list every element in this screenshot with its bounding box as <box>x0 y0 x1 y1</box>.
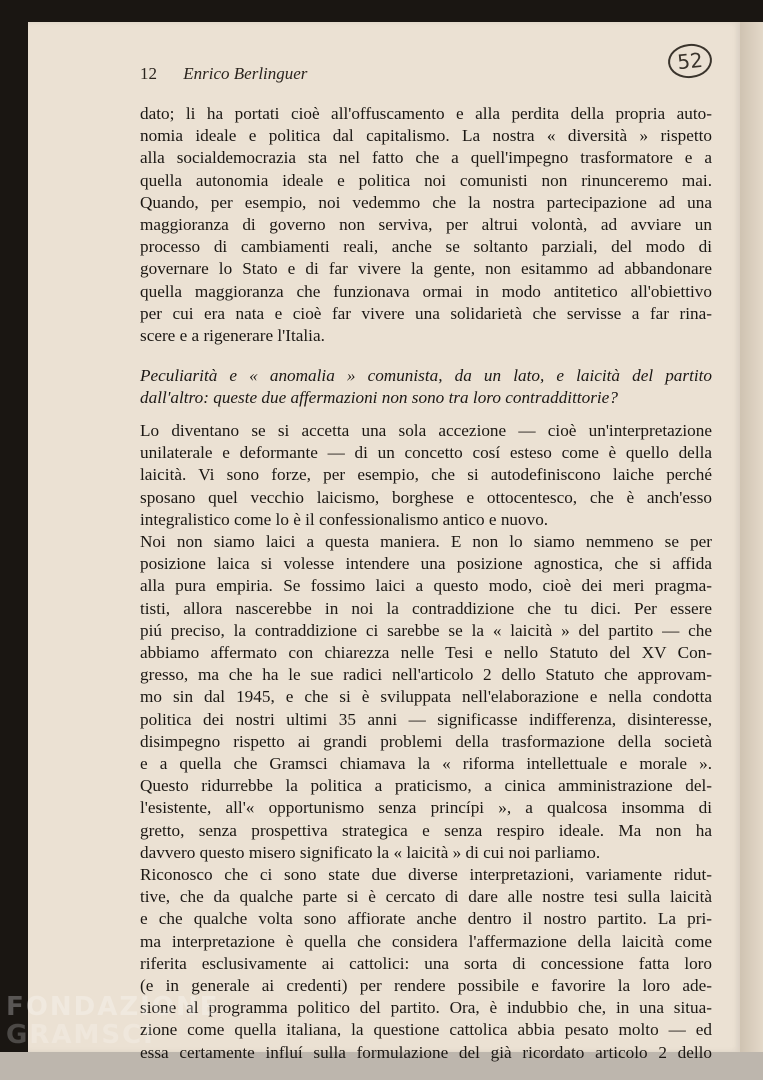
text-line: Quando, per esempio, noi vedemmo che la nostra partecipazione ad una <box>140 192 712 212</box>
text-line: quella maggioranza che funzionava ormai in modo antitetico all'obiettivo <box>140 281 712 301</box>
text-line: tisti, allora nascerebbe in noi la contraddizione che tu dici. Per essere <box>140 598 712 618</box>
text-line: politica dei nostri ultimi 35 anni — significasse indifferenza, disinteresse, <box>140 709 712 729</box>
text-line: sposano quel vecchio laicismo, borghese e ottocentesco, che è anch'esso <box>140 487 712 507</box>
text-line: laicità. Vi sono forze, per esempio, che si autodefiniscono laiche perché <box>140 465 712 485</box>
text-line: quella autonomia ideale e politica noi comunisti non rinunceremo mai. <box>140 170 712 190</box>
text-line: Riconosco che ci sono state due diverse interpretazioni, variamente ridut- <box>140 865 712 885</box>
question-line: Peculiarità e « anomalia » comunista, da un lato, e laicità del partito <box>140 366 712 385</box>
text-line: riferita esclusivamente ai cattolici: una sorta di concessione fatta loro <box>140 953 712 973</box>
running-header-author: Enrico Berlinguer <box>183 64 308 83</box>
text-line: gresso, ma che ha le sue radici nell'articolo 2 dello Statuto che approvam- <box>140 665 712 685</box>
page-edge <box>740 22 763 1052</box>
text-line: integralistico come lo è il confessionalismo antico e nuovo. <box>140 509 549 529</box>
text-line: mo sin dal 1945, e che si è sviluppata nell'elaborazione e nella condotta <box>140 687 712 707</box>
text-line: sione al programma politico del partito. Ora, è indubbio che, in una situa- <box>140 998 712 1018</box>
watermark-line-1: FONDAZIONE <box>6 992 220 1022</box>
text-line: governare lo Stato e di far vivere la gente, non esitammo ad abbandonare <box>140 259 712 279</box>
text-line: piú preciso, la contraddizione ci sarebbe se la « laicità » del partito — che <box>140 620 712 640</box>
text-line: tive, che da qualche parte si è cercato di dare alle nostre tesi sulla laicità <box>140 887 712 907</box>
text-line: alla socialdemocrazia sta nel fatto che a quell'impegno trasformatore e a <box>140 148 712 168</box>
text-line: disimpegno rispetto ai grandi problemi della trasformazione della società <box>140 731 712 751</box>
text-line: Lo diventano se si accetta una sola accezione — cioè un'interpretazione <box>140 421 712 440</box>
text-line: nomia ideale e politica dal capitalismo. La nostra « diversità » rispetto <box>140 126 712 146</box>
text-line: zione come quella italiana, la questione cattolica abbia pesato molto — ed <box>140 1020 712 1040</box>
text-line: abbiamo affermato con chiarezza nelle Tesi e nello Statuto del XV Con- <box>140 643 712 663</box>
text-line: davvero questo misero significato la « laicità » di cui noi parliamo. <box>140 842 601 862</box>
text-line: e che qualche volta sono affiorate anche dentro il nostro partito. La pri- <box>140 909 712 929</box>
text-line: processo di cambiamenti reali, anche se soltanto parziali, del modo di <box>140 237 712 257</box>
watermark-line-2: GRAMSCI <box>6 1020 155 1050</box>
page-number: 12 <box>140 64 157 83</box>
interview-question <box>140 365 712 409</box>
text-line: essa certamente influí sulla formulazione del già ricordato articolo 2 dello <box>140 1042 712 1062</box>
text-line: unilaterale e deformante — di un concetto cosí esteso come è quello della <box>140 443 712 463</box>
text-line: ma interpretazione è quella che considera l'affermazione della laicità come <box>140 931 712 951</box>
text-line: Questo ridurrebbe la politica a praticismo, a cinica amministrazione del- <box>140 776 712 796</box>
question-line: dall'altro: queste due affermazioni non sono tra loro contraddittorie? <box>140 388 618 408</box>
text-line: scere e a rigenerare l'Italia. <box>140 326 325 346</box>
paragraph-2 <box>140 420 712 1064</box>
text-line: gretto, senza prospettiva strategica e senza respiro ideale. Ma non ha <box>140 820 712 840</box>
running-header <box>140 64 307 84</box>
text-line: maggioranza di governo non serviva, per altrui volontà, ad avviare un <box>140 215 712 235</box>
text-line: l'esistente, all'« opportunismo senza princípi », a qualcosa insomma di <box>140 798 712 818</box>
text-line: Noi non siamo laici a questa maniera. E non lo siamo nemmeno se per <box>140 532 712 552</box>
paragraph-1 <box>140 103 712 347</box>
text-line: dato; li ha portati cioè all'offuscamento e alla perdita della propria auto- <box>140 104 712 123</box>
text-line: (e in generale ai credenti) per rendere possibile e favorire la loro ade- <box>140 976 712 996</box>
text-line: posizione laica si volesse intendere una posizione agnostica, che si affida <box>140 554 712 574</box>
text-line: per cui era nata e cioè far vivere una solidarietà che servisse a far rina- <box>140 303 712 323</box>
text-line: e a quella che Gramsci chiamava la « riforma intellettuale e morale ». <box>140 754 712 774</box>
text-line: alla pura empiria. Se fossimo laici a questo modo, cioè dei meri pragma- <box>140 576 712 596</box>
archive-stamp-number: 52 <box>676 47 704 75</box>
